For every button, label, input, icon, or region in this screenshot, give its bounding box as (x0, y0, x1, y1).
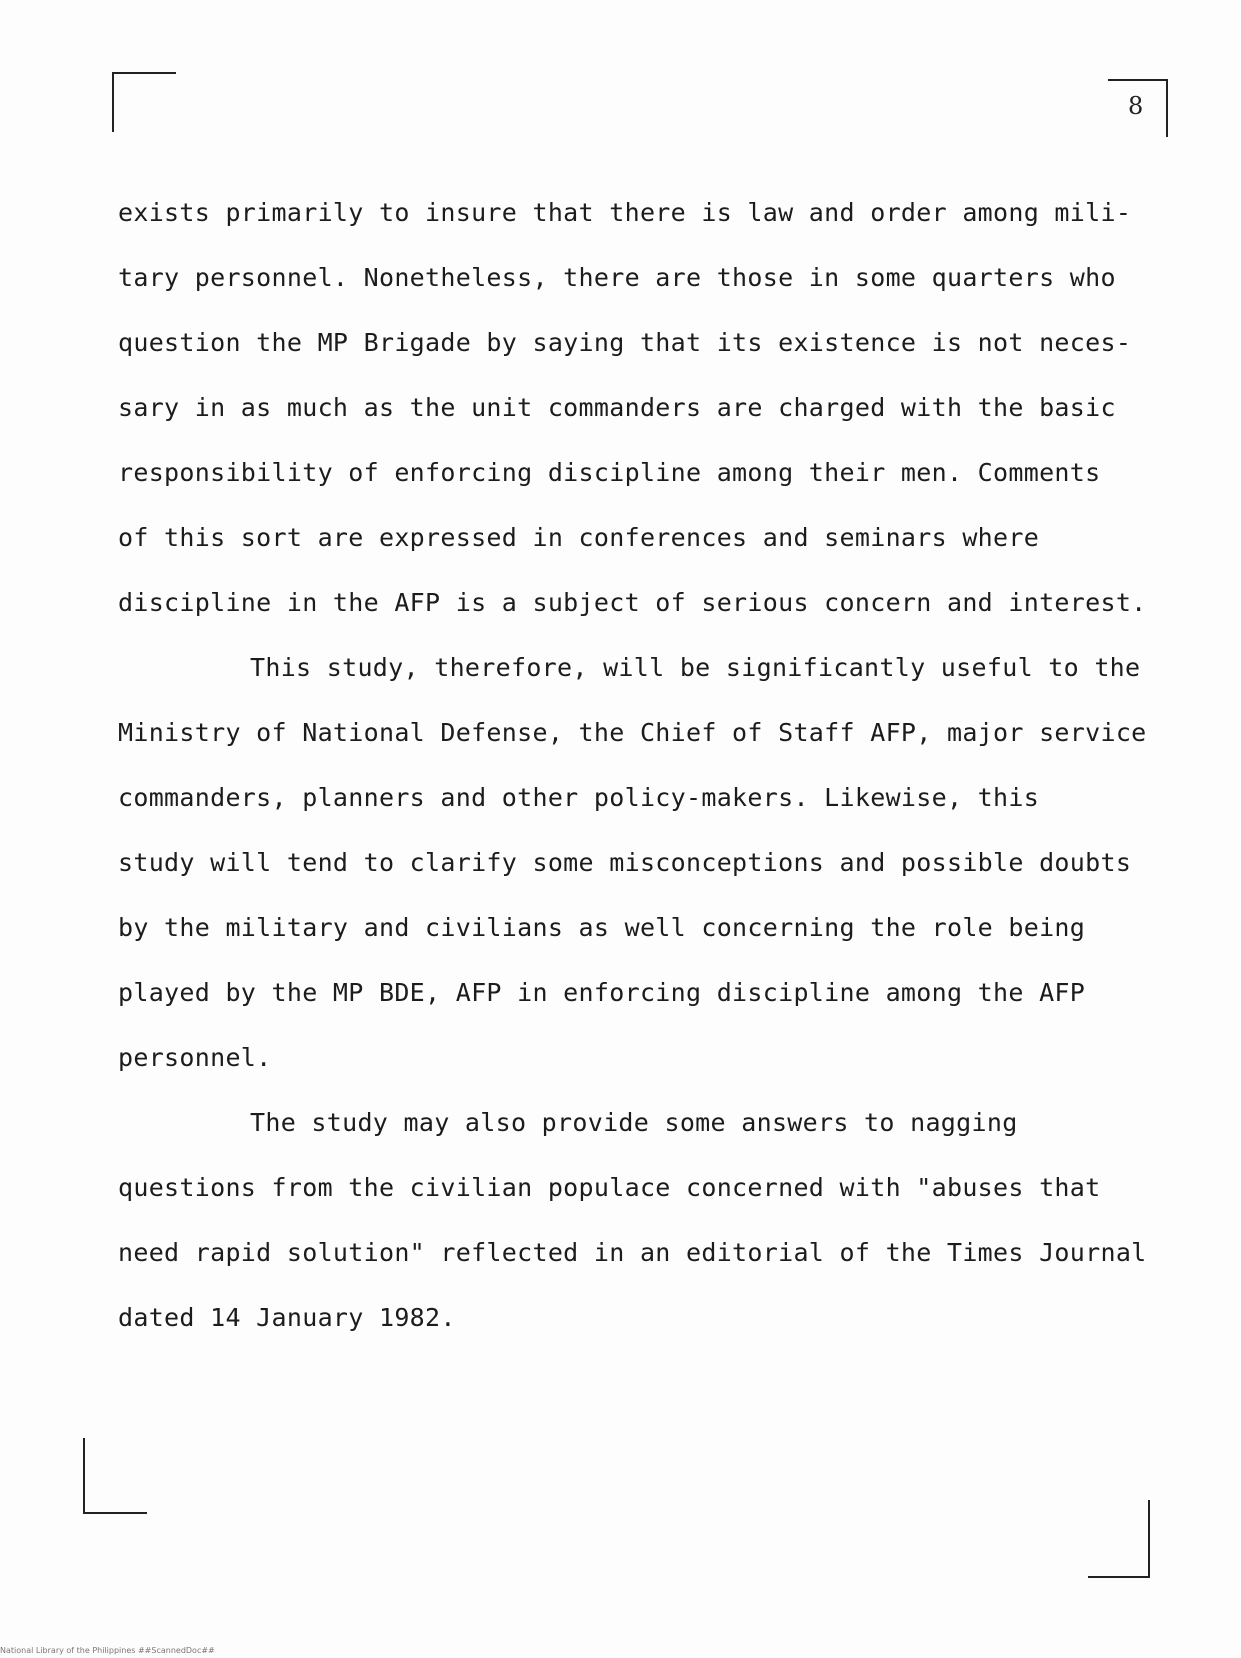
text-line: commanders, planners and other policy-makers. Likewise, this (118, 783, 1040, 812)
text-line: tary personnel. Nonetheless, there are those in some quarters who (118, 263, 1116, 292)
crop-mark-bottom-right (1088, 1576, 1150, 1578)
text-line: questions from the civilian populace concerned with "abuses that (118, 1173, 1101, 1202)
text-line: responsibility of enforcing discipline among their men. Comments (118, 458, 1101, 487)
text-line: question the MP Brigade by saying that its existence is not neces- (118, 328, 1132, 357)
text-line: discipline in the AFP is a subject of serious concern and interest. (118, 588, 1147, 617)
text-line: need rapid solution" reflected in an editorial of the Times Journal (118, 1238, 1147, 1267)
crop-mark-top-right (1108, 79, 1168, 81)
body-text (118, 180, 1168, 1350)
crop-mark-bottom-left (83, 1512, 147, 1514)
text-line: study will tend to clarify some misconceptions and possible doubts (118, 848, 1132, 877)
text-line: exists primarily to insure that there is law and order among mili- (118, 198, 1132, 227)
text-line: sary in as much as the unit commanders are charged with the basic (118, 393, 1116, 422)
text-line: The study may also provide some answers to nagging (250, 1108, 1018, 1137)
page-number: 8 (1128, 92, 1144, 120)
crop-mark-bottom-right (1148, 1500, 1150, 1578)
crop-mark-top-left (112, 72, 114, 132)
crop-mark-bottom-left (83, 1438, 85, 1514)
text-line: of this sort are expressed in conferences and seminars where (118, 523, 1040, 552)
crop-mark-top-left (112, 72, 176, 74)
text-line: dated 14 January 1982. (118, 1303, 456, 1332)
text-line: by the military and civilians as well concerning the role being (118, 913, 1086, 942)
scan-footer: National Library of the Philippines ##ScannedDoc## (0, 1646, 215, 1655)
text-line: Ministry of National Defense, the Chief of Staff AFP, major service (118, 718, 1147, 747)
text-line: This study, therefore, will be significantly useful to the (250, 653, 1141, 682)
crop-mark-top-right (1166, 79, 1168, 137)
text-line: personnel. (118, 1043, 272, 1072)
text-line: played by the MP BDE, AFP in enforcing discipline among the AFP (118, 978, 1086, 1007)
